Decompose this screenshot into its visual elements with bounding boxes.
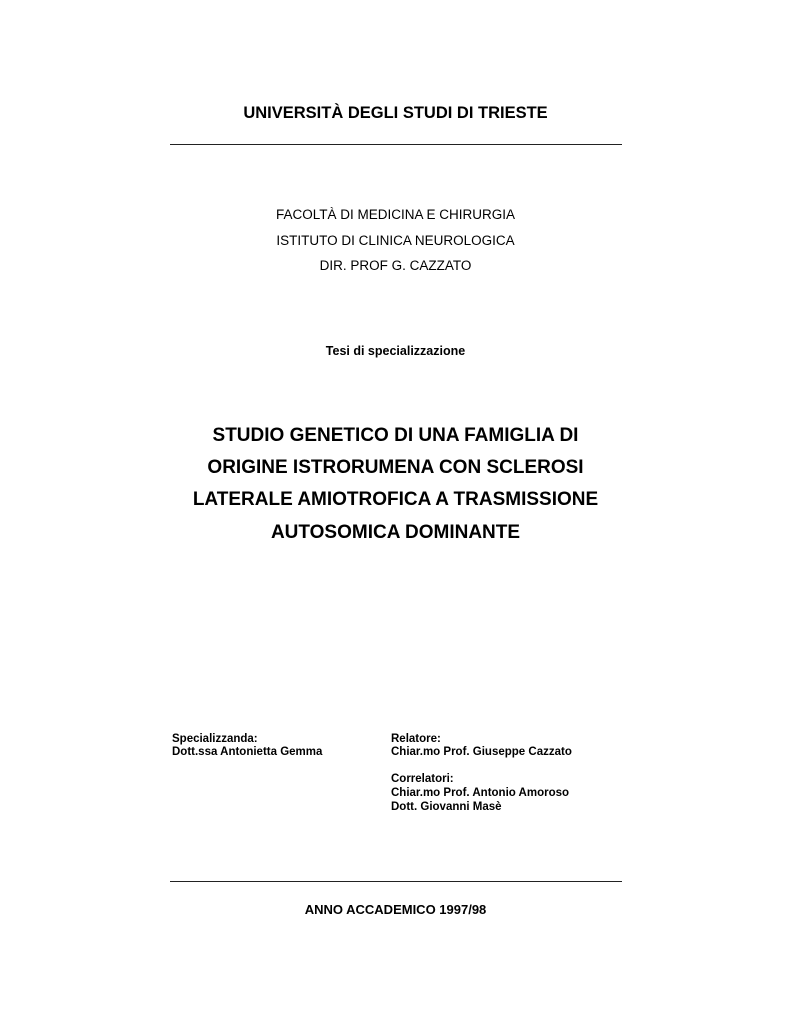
top-divider [170, 144, 622, 145]
academic-year: ANNO ACCADEMICO 1997/98 [304, 902, 487, 917]
title-line: STUDIO GENETICO DI UNA FAMIGLIA DI [212, 425, 579, 446]
bottom-divider [170, 881, 622, 882]
supervisor-label: Relatore: [391, 733, 441, 745]
title-line: ORIGINE ISTRORUMENA CON SCLEROSI [207, 457, 584, 478]
candidate-name: Dott.ssa Antonietta Gemma [172, 746, 323, 758]
title-line: AUTOSOMICA DOMINANTE [270, 522, 521, 543]
faculty-name: FACOLTÀ DI MEDICINA E CHIRURGIA [275, 207, 516, 222]
director-name: DIR. PROF G. CAZZATO [319, 258, 472, 273]
thesis-type: Tesi di specializzazione [325, 344, 466, 358]
institute-name: ISTITUTO DI CLINICA NEUROLOGICA [276, 233, 515, 248]
supervisor-name: Chiar.mo Prof. Giuseppe Cazzato [391, 746, 572, 758]
co-supervisors-label: Correlatori: [391, 773, 454, 785]
university-name: UNIVERSITÀ DEGLI STUDI DI TRIESTE [243, 104, 548, 122]
co-supervisor-name: Chiar.mo Prof. Antonio Amoroso [391, 787, 570, 799]
candidate-label: Specializzanda: [172, 733, 258, 745]
co-supervisor-name: Dott. Giovanni Masè [391, 801, 502, 813]
title-line: LATERALE AMIOTROFICA A TRASMISSIONE [192, 489, 599, 510]
